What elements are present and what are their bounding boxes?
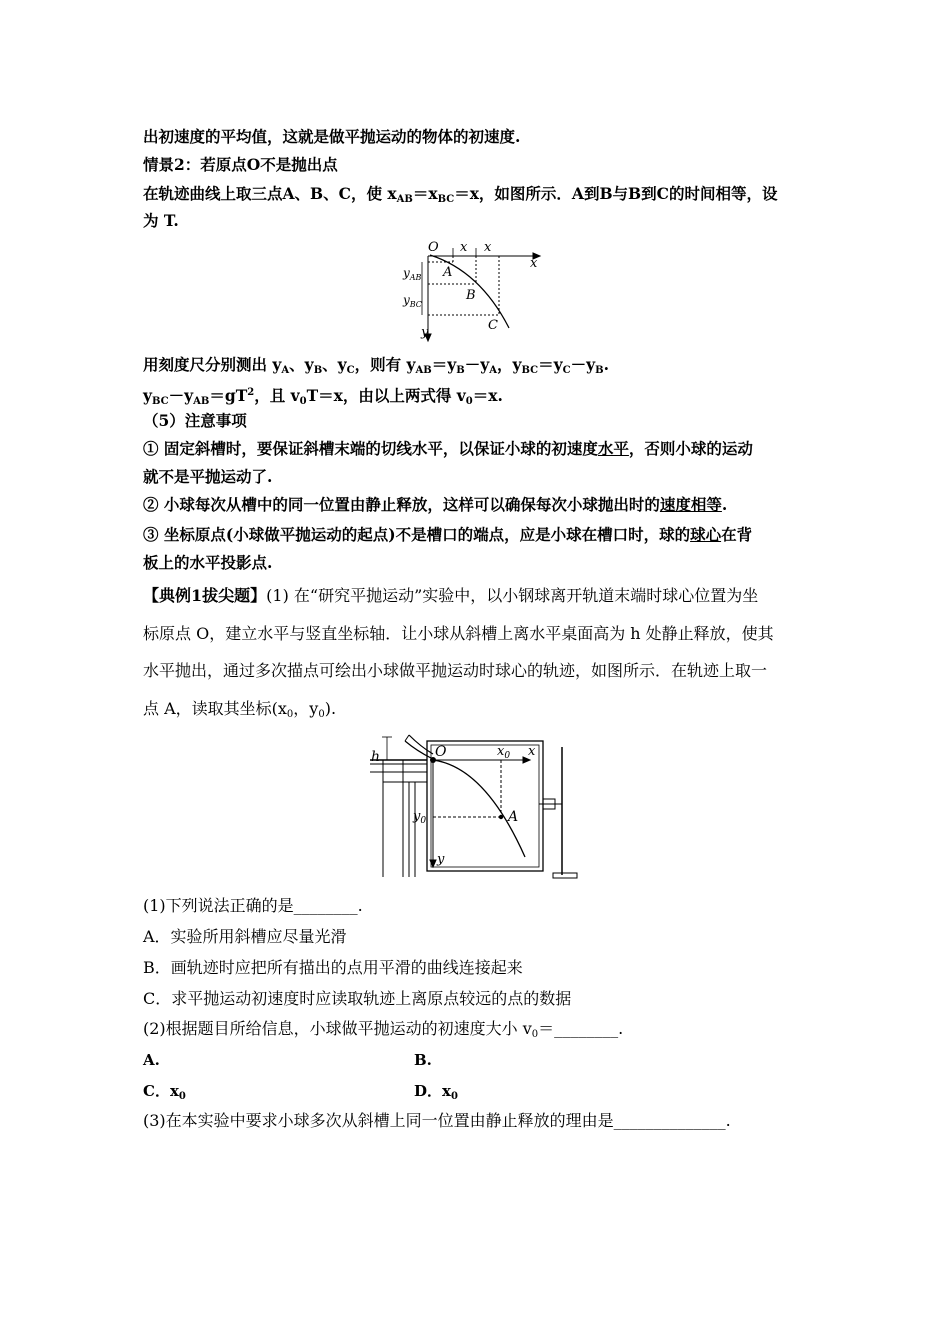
text-line-5: 用刻度尺分别测出 $y_A$、$y_B$、$y_C$，则有 $y_{AB}=y_B-y_A$，$y_{BC}=y_C-y_B$. (143, 355, 609, 376)
h-label: h (371, 749, 381, 765)
point-b-label: B (466, 288, 476, 303)
x0-label: $x_0$ (497, 744, 511, 761)
y0-label: $y_0$ (413, 809, 427, 826)
text-line-2: 情景2：若原点O不是抛出点 (143, 155, 338, 174)
text-line-1: 出初速度的平均值，这就是做平抛运动的物体的初速度. (143, 127, 521, 146)
ybc-label: $y_{BC}$ (403, 293, 422, 309)
example-heading-line: 【典例1拔尖题】(1) 在“研究平抛运动”实验中，以小钢球离开轨道末端时球心位置为坐 (143, 586, 759, 605)
yab-label: $y_{AB}$ (403, 266, 422, 282)
text-line-10: ② 小球每次从槽中的同一位置由静止释放，这样可以确保每次小球抛出时的速度相等. (143, 495, 728, 514)
y-axis-label: y (421, 325, 429, 340)
text-line-12: 板上的水平投影点. (143, 553, 273, 572)
answer-b: B. (414, 1051, 432, 1069)
option-a: A．实验所用斜槽应尽量光滑 (143, 927, 347, 946)
answer-c: C．$x_0$ (143, 1082, 186, 1102)
option-c: C．求平抛运动初速度时应读取轨迹上离原点较远的点的数据 (143, 989, 572, 1008)
text-line-9: 就不是平抛运动了. (143, 467, 273, 486)
text-line-3: 在轨迹曲线上取三点A、B、C，使 $x_{AB}=x_{BC}=x$，如图所示．A到B与B到C的时间相等，设 (143, 184, 778, 205)
point-a-label: A (508, 809, 519, 825)
y-axis-label: y (437, 852, 445, 867)
point-a (499, 815, 503, 819)
text-line-7: （5）注意事项 (143, 411, 247, 430)
x-interval-label-1: x (460, 240, 468, 255)
point-a-label: A (443, 265, 453, 280)
answer-d: D．$x_0$ (414, 1082, 458, 1102)
x-interval-label-2: x (484, 240, 492, 255)
question-3: (3)在本实验中要求小球多次从斜槽上同一位置由静止释放的理由是______________. (143, 1111, 731, 1130)
text-line-8: ① 固定斜槽时，要保证斜槽末端的切线水平，以保证小球的初速度水平，否则小球的运动 (143, 439, 753, 458)
text-line-16: 点 A，读取其坐标($x_0$，$y_0$). (143, 699, 337, 720)
text-line-15: 水平抛出，通过多次描点可绘出小球做平抛运动时球心的轨迹，如图所示．在轨迹上取一 (143, 661, 768, 680)
answer-a: A. (143, 1051, 160, 1069)
text-line-4: 为 T. (143, 211, 179, 230)
apparatus-diagram (365, 727, 590, 882)
origin-label: O (428, 240, 439, 255)
question-1: (1)下列说法正确的是________. (143, 896, 363, 915)
point-c-label: C (488, 318, 498, 333)
question-2: (2)根据题目所给信息，小球做平抛运动的初速度大小 $v_0=\_\_\_\_\_\_\_\_$. (143, 1019, 624, 1040)
x-axis-label: x (528, 744, 536, 759)
origin-label: O (435, 744, 447, 760)
text-line-11: ③ 坐标原点(小球做平抛运动的起点)不是槽口的端点，应是小球在槽口时，球的球心在背 (143, 525, 753, 544)
text-line-14: 标原点 O，建立水平与竖直坐标轴．让小球从斜槽上离水平桌面高为 h 处静止释放，使其 (143, 624, 774, 643)
stand-base (553, 873, 577, 878)
x-axis-label: x (530, 256, 538, 271)
trajectory-diagram-1 (400, 236, 550, 346)
text-line-6: $y_{BC}-y_{AB}=gT^2$，且 $v_0T=x$，由以上两式得 $v_0=x$. (143, 386, 503, 407)
option-b: B．画轨迹时应把所有描出的点用平滑的曲线连接起来 (143, 958, 523, 977)
